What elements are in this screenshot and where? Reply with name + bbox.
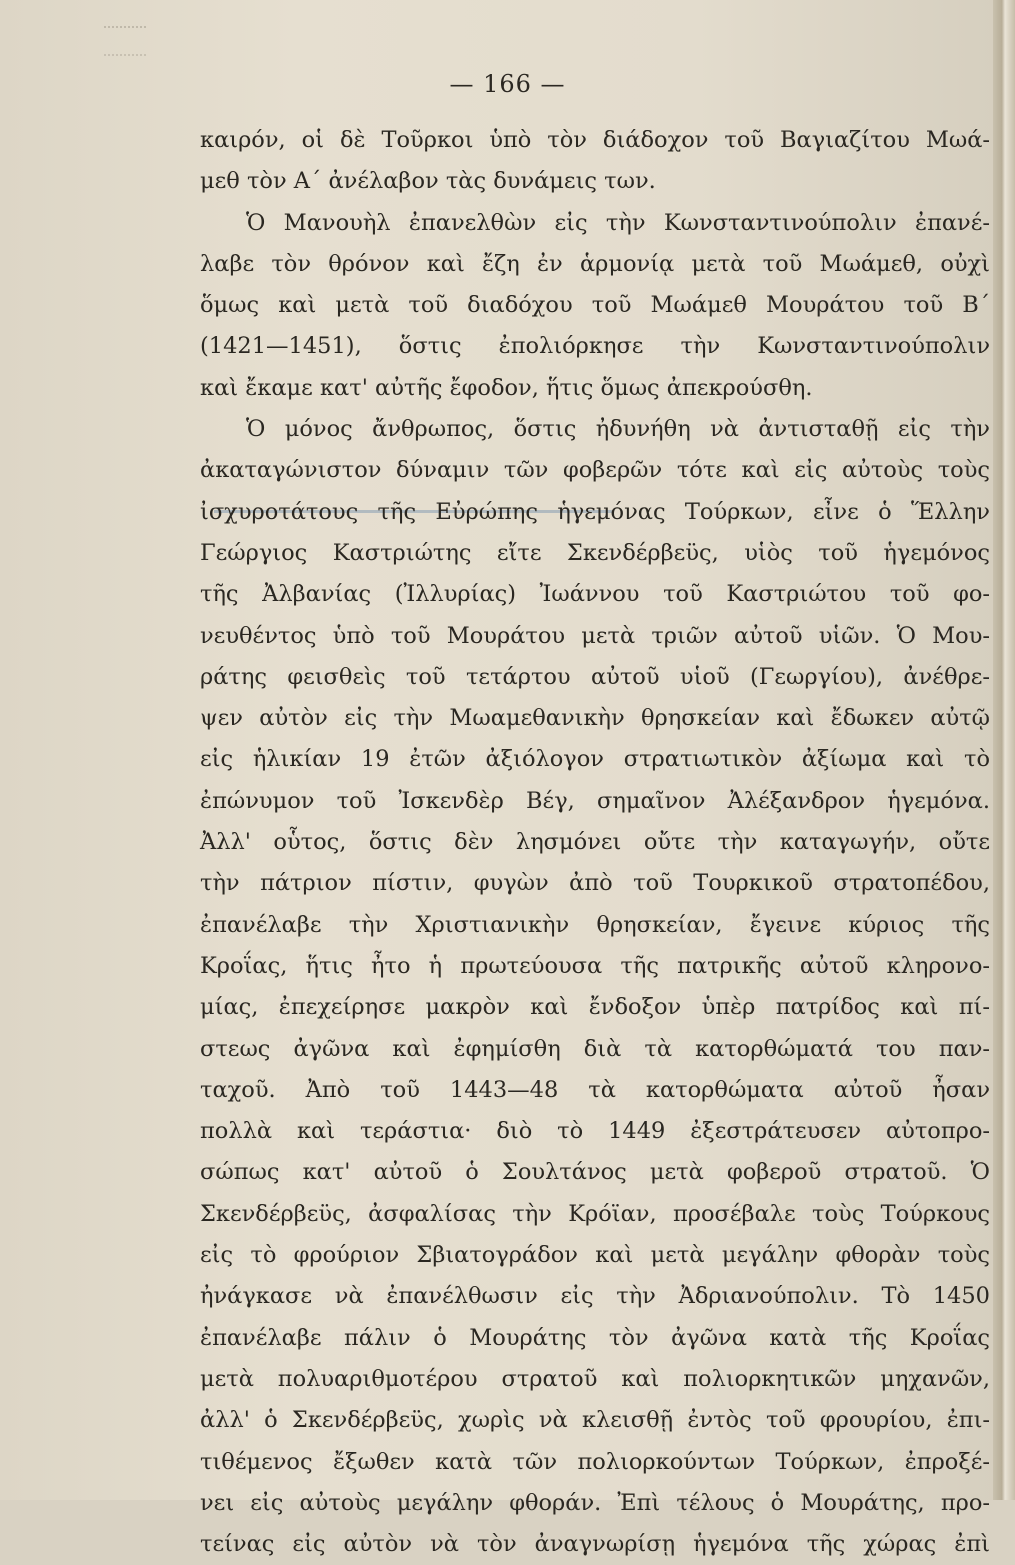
text-line: εἰς τὸ φρούριον Σβιατογράδον καὶ μετὰ μεγάλην φθορὰν τοὺς <box>200 1242 990 1269</box>
text-line: ἀκαταγώνιστον δύναμιν τῶν φοβερῶν τότε καὶ εἰς αὐτοὺς τοὺς <box>200 457 990 484</box>
text-line: νει εἰς αὐτοὺς μεγάλην φθοράν. Ἐπὶ τέλους ὁ Μουράτης, προ- <box>200 1489 990 1516</box>
text-line: τιθέμενος ἔξωθεν κατὰ τῶν πολιορκούντων Τούρκων, ἐπροξέ- <box>200 1448 990 1475</box>
text-line: ἠνάγκασε νὰ ἐπανέλθωσιν εἰς τὴν Ἀδριανούπολιν. Τὸ 1450 <box>200 1283 990 1310</box>
page-edge <box>993 0 1015 1500</box>
text-line: Ὁ Μανουὴλ ἐπανελθὼν εἰς τὴν Κωνσταντινούπολιν ἐπανέ- <box>246 209 990 236</box>
text-line: λαβε τὸν θρόνον καὶ ἔζη ἐν ἁρμονίᾳ μετὰ τοῦ Μωάμεθ, οὐχὶ <box>200 250 990 277</box>
text-line: Γεώργιος Καστριώτης εἴτε Σκενδέρβεϋς, υἱὸς τοῦ ἡγεμόνος <box>200 539 990 566</box>
text-line: σώπως κατ' αὐτοῦ ὁ Σουλτάνος μετὰ φοβεροῦ στρατοῦ. Ὁ <box>200 1159 990 1186</box>
body-text <box>200 120 990 1565</box>
text-line: ἰσχυροτάτους τῆς Εὐρώπης ἡγεμόνας Τούρκων, εἶνε ὁ Ἕλλην <box>200 498 990 525</box>
text-line: καὶ ἔκαμε κατ' αὐτῆς ἔφοδον, ἥτις ὅμως ἀπεκρούσθη. <box>200 374 813 401</box>
text-line: νευθέντος ὑπὸ τοῦ Μουράτου μετὰ τριῶν αὐτοῦ υἱῶν. Ὁ Μου- <box>200 622 990 649</box>
text-line: τείνας εἰς αὐτὸν νὰ τὸν ἀναγνωρίσῃ ἡγεμόνα τῆς χώρας ἐπὶ <box>200 1531 990 1558</box>
text-line: πολλὰ καὶ τεράστια· διὸ τὸ 1449 ἐξεστράτευσεν αὐτοπρο- <box>200 1118 990 1145</box>
text-line: μίας, ἐπεχείρησε μακρὸν καὶ ἔνδοξον ὑπὲρ πατρίδος καὶ πί- <box>200 994 990 1021</box>
text-line: Σκενδέρβεϋς, ἀσφαλίσας τὴν Κρόϊαν, προσέβαλε τοὺς Τούρκους <box>200 1200 990 1227</box>
text-line: ταχοῦ. Ἀπὸ τοῦ 1443—48 τὰ κατορθώματα αὐτοῦ ἦσαν <box>200 1076 990 1103</box>
text-line: ὅμως καὶ μετὰ τοῦ διαδόχου τοῦ Μωάμεθ Μουράτου τοῦ Β΄ <box>200 292 990 319</box>
text-line: ἐπανέλαβε πάλιν ὁ Μουράτης τὸν ἀγῶνα κατὰ τῆς Κροΐας <box>200 1324 990 1351</box>
text-line: μετὰ πολυαριθμοτέρου στρατοῦ καὶ πολιορκητικῶν μηχανῶν, <box>200 1365 990 1392</box>
text-line: μεθ τὸν Α΄ ἀνέλαβον τὰς δυνάμεις των. <box>200 168 656 195</box>
text-line: τῆς Ἀλβανίας (Ἰλλυρίας) Ἰωάννου τοῦ Καστριώτου τοῦ φο- <box>200 581 990 608</box>
text-line: ἐπανέλαβε τὴν Χριστιανικὴν θρησκείαν, ἔγεινε κύριος τῆς <box>200 911 990 938</box>
text-line: στεως ἀγῶνα καὶ ἐφημίσθη διὰ τὰ κατορθώματά του παν- <box>200 1035 990 1062</box>
text-line: εἰς ἡλικίαν 19 ἐτῶν ἀξιόλογον στρατιωτικὸν ἀξίωμα καὶ τὸ <box>200 746 990 773</box>
text-line: ἐπώνυμον τοῦ Ἰσκενδὲρ Βέγ, σημαῖνον Ἀλέξανδρον ἡγεμόνα. <box>200 787 990 814</box>
text-line: ἀλλ' ὁ Σκενδέρβεϋς, χωρὶς νὰ κλεισθῇ ἐντὸς τοῦ φρουρίου, ἐπι- <box>200 1407 990 1434</box>
page-number: — 166 — <box>449 70 566 98</box>
text-line: (1421—1451), ὅστις ἐπολιόρκησε τὴν Κωνσταντινούπολιν <box>200 333 990 360</box>
text-line: ψεν αὐτὸν εἰς τὴν Μωαμεθανικὴν θρησκείαν καὶ ἔδωκεν αὐτῷ <box>200 705 990 732</box>
text-line: Ἀλλ' οὗτος, ὅστις δὲν λησμόνει οὔτε τὴν καταγωγήν, οὔτε <box>200 829 990 856</box>
text-line: Ὁ μόνος ἄνθρωπος, ὅστις ἠδυνήθη νὰ ἀντισταθῇ εἰς τὴν <box>246 416 990 443</box>
text-line: Κροΐας, ἥτις ἦτο ἡ πρωτεύουσα τῆς πατρικῆς αὐτοῦ κληρονο- <box>200 952 990 979</box>
text-line: καιρόν, οἱ δὲ Τοῦρκοι ὑπὸ τὸν διάδοχον τοῦ Βαγιαζίτου Μωά- <box>200 127 990 153</box>
stamp-mark <box>104 26 146 56</box>
text-line: τὴν πάτριον πίστιν, φυγὼν ἀπὸ τοῦ Τουρκικοῦ στρατοπέδου, <box>200 870 990 897</box>
text-line: ράτης φεισθεὶς τοῦ τετάρτου αὐτοῦ υἱοῦ (Γεωργίου), ἀνέθρε- <box>200 663 990 690</box>
